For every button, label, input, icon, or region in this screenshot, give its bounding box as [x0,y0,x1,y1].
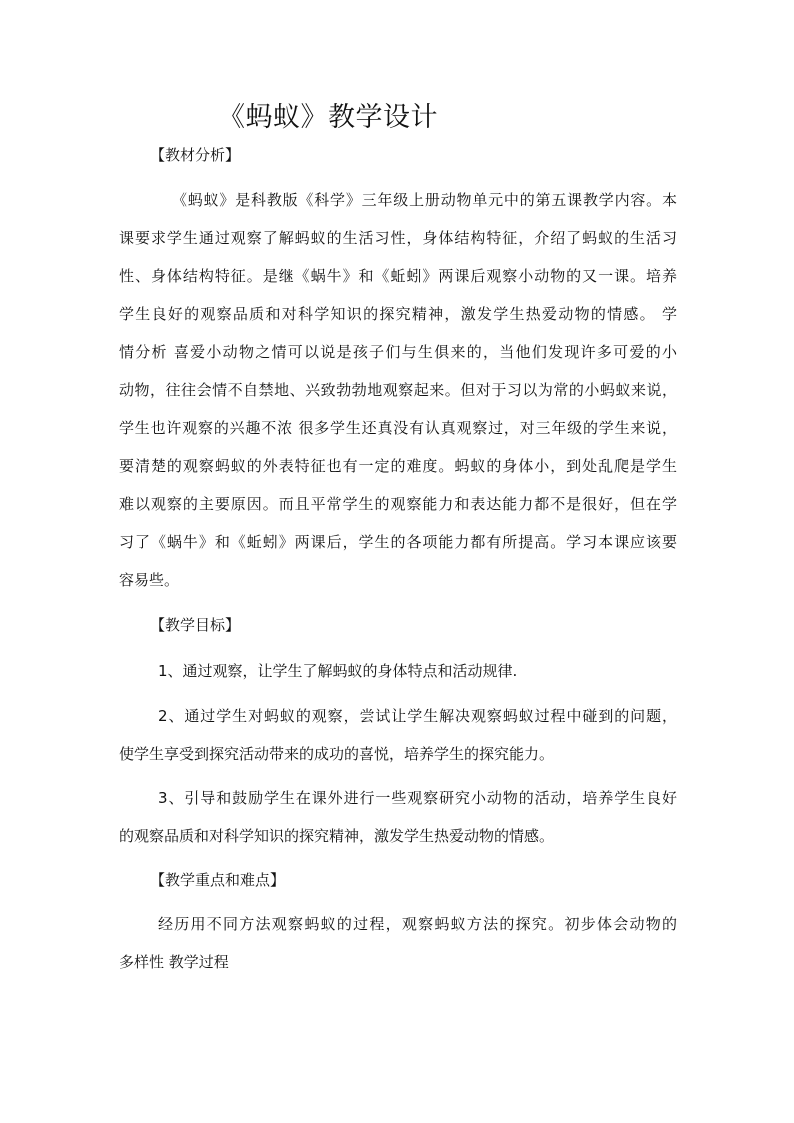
goal-item-continued: 的观察品质和对科学知识的探究精神，激发学生热爱动物的情感。 [119,827,555,845]
paragraph-line: 学生也许观察的兴趣不浓 很多学生还真没有认真观察过，对三年级的学生来说， [119,419,677,437]
paragraph-line: 情分析 喜爱小动物之情可以说是孩子们与生俱来的，当他们发现许多可爱的小 [119,343,677,361]
paragraph-line: 课要求学生通过观察了解蚂蚁的生活习性，身体结构特征，介绍了蚂蚁的生活习 [119,229,677,247]
document-title: 《蚂蚁》教学设计 [218,102,438,133]
paragraph-line: 难以观察的主要原因。而且平常学生的观察能力和表达能力都不是很好，但在学 [119,495,677,513]
goal-item: 1、通过观察，让学生了解蚂蚁的身体特点和活动规律. [158,662,518,680]
section-heading-goals: 【教学目标】 [150,616,241,634]
paragraph-line: 性、身体结构特征。是继《蜗牛》和《蚯蚓》两课后观察小动物的又一课。培养 [119,267,677,285]
goal-item-continued: 使学生享受到探究活动带来的成功的喜悦，培养学生的探究能力。 [119,745,555,763]
paragraph-line: 经历用不同方法观察蚂蚁的过程，观察蚂蚁方法的探究。初步体会动物的 [158,915,677,933]
paragraph-line: 动物，往往会情不自禁地、兴致勃勃地观察起来。但对于习以为常的小蚂蚁来说， [119,381,677,399]
paragraph-line: 《蚂蚁》是科教版《科学》三年级上册动物单元中的第五课教学内容。本 [172,191,677,209]
section-heading-key-points: 【教学重点和难点】 [150,871,286,889]
paragraph-line: 多样性 教学过程 [119,953,229,971]
section-heading-materials: 【教材分析】 [150,146,241,164]
goal-item: 2、通过学生对蚂蚁的观察，尝试让学生解决观察蚂蚁过程中碰到的问题， [158,707,677,725]
paragraph-line: 容易些。 [119,571,180,589]
paragraph-line: 学生良好的观察品质和对科学知识的探究精神，激发学生热爱动物的情感。 学 [119,305,677,323]
goal-item: 3、引导和鼓励学生在课外进行一些观察研究小动物的活动，培养学生良好 [158,789,677,807]
paragraph-line: 习了《蜗牛》和《蚯蚓》两课后，学生的各项能力都有所提高。学习本课应该要 [119,533,677,551]
paragraph-line: 要清楚的观察蚂蚁的外表特征也有一定的难度。蚂蚁的身体小，到处乱爬是学生 [119,457,677,475]
